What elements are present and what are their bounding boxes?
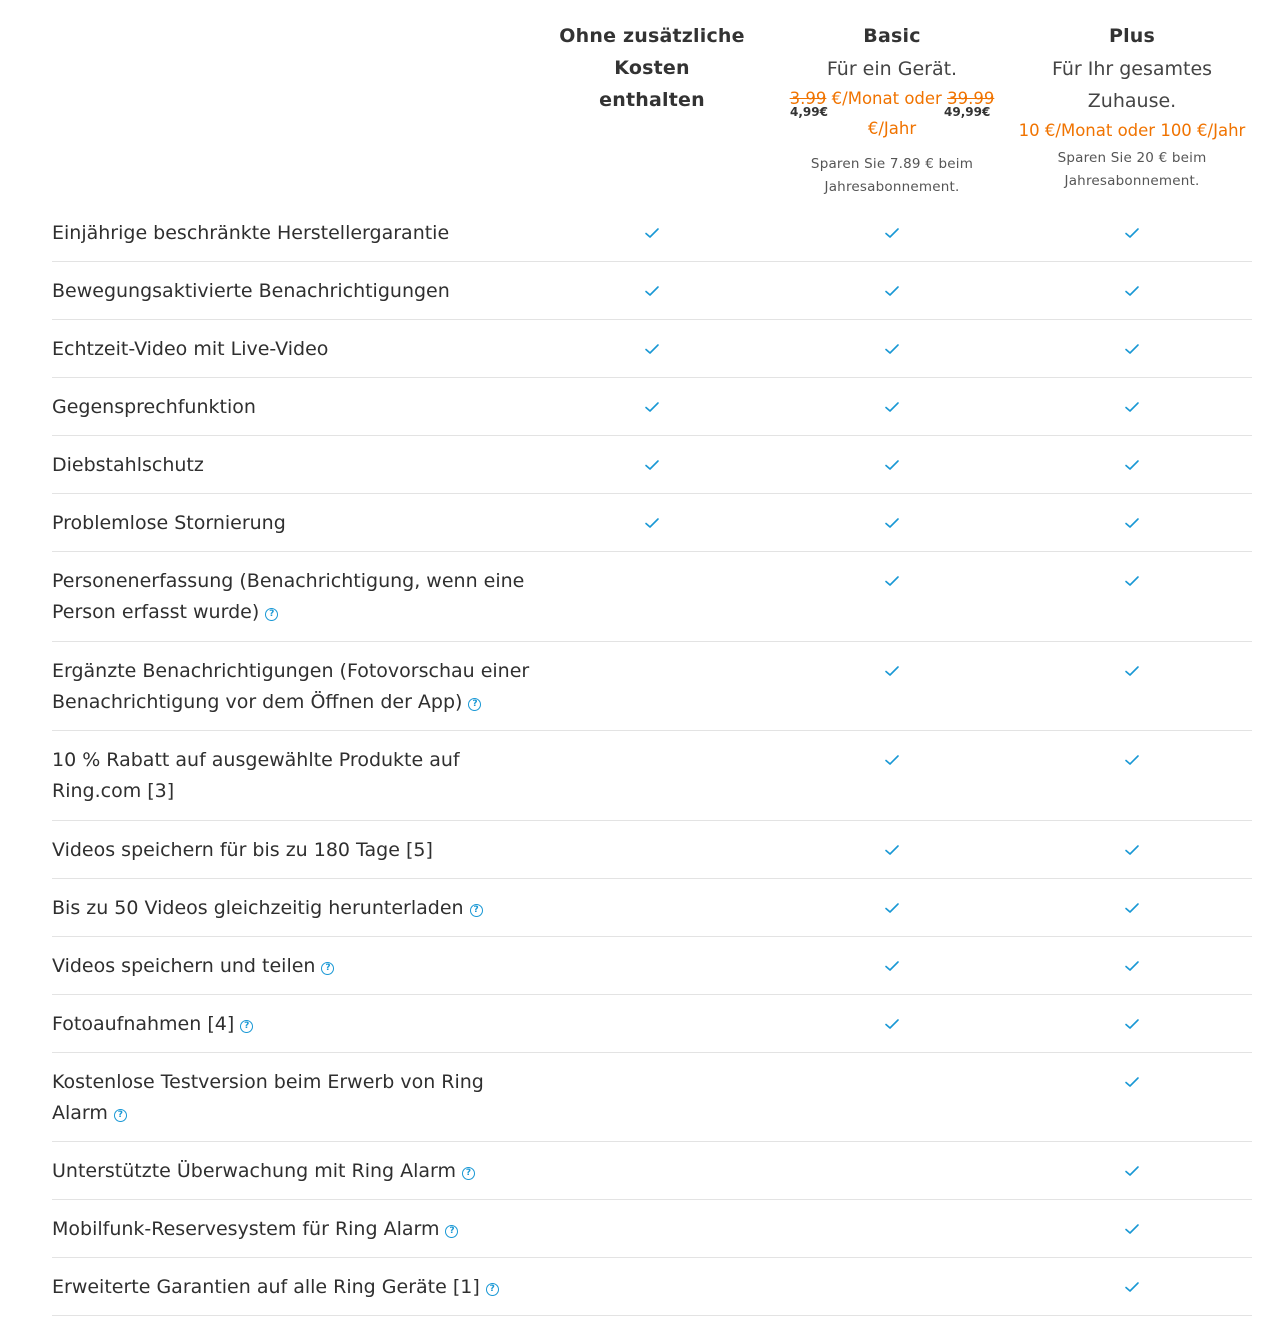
- feature-label: [52, 656, 542, 718]
- feature-label-text: Videos speichern und teilen: [52, 954, 316, 977]
- plus-title: Plus: [1108, 25, 1156, 47]
- plus-note-line2: Jahresabonnement.: [1064, 173, 1200, 189]
- feature-label-text: Personenerfassung (Benachrichtigung, wenn eine Person erfasst wurde): [52, 570, 525, 623]
- check-icon-basic: [884, 342, 900, 356]
- feature-label-text: Diebstahlschutz: [52, 454, 204, 476]
- feature-row: [52, 320, 1252, 378]
- feature-label-text: Problemlose Stornierung: [52, 512, 286, 534]
- free-title-line2: enthalten: [599, 89, 705, 111]
- check-icon-plus: [1124, 226, 1140, 240]
- feature-label-text: Einjährige beschränkte Herstellergarantie: [52, 222, 450, 244]
- feature-label: [52, 508, 542, 539]
- check-icon-plus: [1124, 342, 1140, 356]
- basic-price-small-left: 4,99€: [790, 105, 828, 119]
- check-icon-plus: [1124, 574, 1140, 588]
- feature-row: [52, 204, 1252, 262]
- help-icon[interactable]: ?: [265, 608, 278, 621]
- basic-price: [772, 89, 1012, 155]
- check-icon-basic: [884, 1017, 900, 1031]
- feature-label-text: Erweiterte Garantien auf alle Ring Geräte [1]: [52, 1276, 480, 1298]
- feature-label-text: Bewegungsaktivierte Benachrichtigungen: [52, 280, 450, 302]
- feature-label: [52, 1156, 542, 1187]
- feature-label: [52, 951, 542, 982]
- feature-row: [52, 642, 1252, 732]
- check-icon-plus: [1124, 1075, 1140, 1089]
- column-header-plus: [1012, 20, 1252, 193]
- feature-label-text: Mobilfunk-Reservesystem für Ring Alarm: [52, 1218, 440, 1240]
- feature-row: [52, 262, 1252, 320]
- check-icon-plus: [1124, 458, 1140, 472]
- feature-label-text: 10 % Rabatt auf ausgewählte Produkte auf Ring.com [3]: [52, 749, 460, 802]
- feature-label-text: Ergänzte Benachrichtigungen (Fotovorschau einer Benachrichtigung vor dem Öffnen der App): [52, 659, 530, 713]
- feature-label: [52, 218, 542, 249]
- check-icon-free: [644, 226, 660, 240]
- check-icon-plus: [1124, 1280, 1140, 1294]
- check-icon-basic: [884, 458, 900, 472]
- basic-subtitle: Für ein Gerät.: [826, 58, 958, 80]
- check-icon-plus: [1124, 516, 1140, 530]
- feature-label-text: Bis zu 50 Videos gleichzeitig herunterladen: [52, 896, 464, 919]
- basic-note: [772, 153, 1012, 199]
- help-icon[interactable]: ?: [462, 1167, 475, 1180]
- basic-note-line2: Jahresabonnement.: [824, 179, 960, 195]
- feature-row: [52, 821, 1252, 879]
- feature-label: [52, 745, 542, 807]
- feature-row: [52, 1053, 1252, 1143]
- column-header-free: [532, 20, 772, 116]
- feature-row: [52, 436, 1252, 494]
- feature-label: [52, 450, 542, 481]
- basic-price-unit: €/Jahr: [867, 119, 917, 138]
- check-icon-plus: [1124, 400, 1140, 414]
- plus-note-line1: Sparen Sie 20 € beim: [1057, 150, 1207, 166]
- check-icon-plus: [1124, 843, 1140, 857]
- check-icon-basic: [884, 284, 900, 298]
- plus-subtitle: Für Ihr gesamtes Zuhause.: [1051, 58, 1213, 112]
- check-icon-plus: [1124, 1017, 1140, 1031]
- basic-price-old-monthly: 3.99: [789, 89, 827, 108]
- feature-row: [52, 552, 1252, 642]
- check-icon-plus: [1124, 901, 1140, 915]
- help-icon[interactable]: ?: [468, 698, 481, 711]
- check-icon-basic: [884, 843, 900, 857]
- check-icon-plus: [1124, 1164, 1140, 1178]
- feature-label: [52, 334, 542, 365]
- help-icon[interactable]: ?: [321, 962, 334, 975]
- feature-label: [52, 1067, 542, 1129]
- check-icon-free: [644, 516, 660, 530]
- feature-label-text: Fotoaufnahmen [4]: [52, 1012, 235, 1035]
- feature-row: [52, 995, 1252, 1053]
- check-icon-basic: [884, 400, 900, 414]
- check-icon-basic: [884, 753, 900, 767]
- help-icon[interactable]: ?: [486, 1283, 499, 1296]
- column-header-basic: [772, 20, 1012, 199]
- check-icon-free: [644, 284, 660, 298]
- check-icon-plus: [1124, 1222, 1140, 1236]
- feature-label: [52, 1272, 542, 1303]
- help-icon[interactable]: ?: [240, 1020, 253, 1033]
- feature-row: [52, 879, 1252, 937]
- check-icon-plus: [1124, 753, 1140, 767]
- feature-row: [52, 1200, 1252, 1258]
- feature-label-text: Gegensprechfunktion: [52, 396, 256, 418]
- check-icon-free: [644, 400, 660, 414]
- feature-row: [52, 937, 1252, 995]
- check-icon-basic: [884, 664, 900, 678]
- check-icon-plus: [1124, 284, 1140, 298]
- feature-row: [52, 378, 1252, 436]
- check-icon-free: [644, 458, 660, 472]
- free-title-line1: Ohne zusätzliche Kosten: [559, 25, 745, 79]
- basic-price-old-yearly: 39.99: [947, 89, 995, 108]
- feature-row: [52, 731, 1252, 821]
- feature-row: [52, 1142, 1252, 1200]
- plus-note: [1012, 147, 1252, 193]
- basic-price-small-right: 49,99€: [944, 105, 991, 119]
- basic-note-line1: Sparen Sie 7.89 € beim: [810, 156, 974, 172]
- feature-label: [52, 1214, 542, 1245]
- feature-label: [52, 893, 542, 924]
- check-icon-basic: [884, 959, 900, 973]
- feature-row: [52, 1258, 1252, 1316]
- feature-label-text: Unterstützte Überwachung mit Ring Alarm: [52, 1160, 457, 1182]
- check-icon-basic: [884, 226, 900, 240]
- feature-label: [52, 392, 542, 423]
- help-icon[interactable]: ?: [445, 1225, 458, 1238]
- feature-row: [52, 494, 1252, 552]
- help-icon[interactable]: ?: [114, 1109, 127, 1122]
- check-icon-free: [644, 342, 660, 356]
- check-icon-basic: [884, 574, 900, 588]
- feature-label-text: Echtzeit-Video mit Live-Video: [52, 338, 329, 360]
- check-icon-basic: [884, 516, 900, 530]
- feature-label: [52, 566, 542, 628]
- feature-label: [52, 835, 542, 866]
- feature-table: [52, 204, 1252, 1316]
- help-icon[interactable]: ?: [470, 904, 483, 917]
- basic-title: Basic: [863, 25, 921, 47]
- check-icon-basic: [884, 901, 900, 915]
- feature-label-text: Videos speichern für bis zu 180 Tage [5]: [52, 838, 433, 861]
- feature-label-text: Kostenlose Testversion beim Erwerb von Ring Alarm: [52, 1070, 484, 1124]
- feature-label: [52, 1009, 542, 1040]
- basic-price-mid: €/Monat oder: [826, 89, 948, 108]
- plus-price: 10 €/Monat oder 100 €/Jahr: [1018, 121, 1246, 140]
- check-icon-plus: [1124, 664, 1140, 678]
- check-icon-plus: [1124, 959, 1140, 973]
- feature-label: [52, 276, 542, 307]
